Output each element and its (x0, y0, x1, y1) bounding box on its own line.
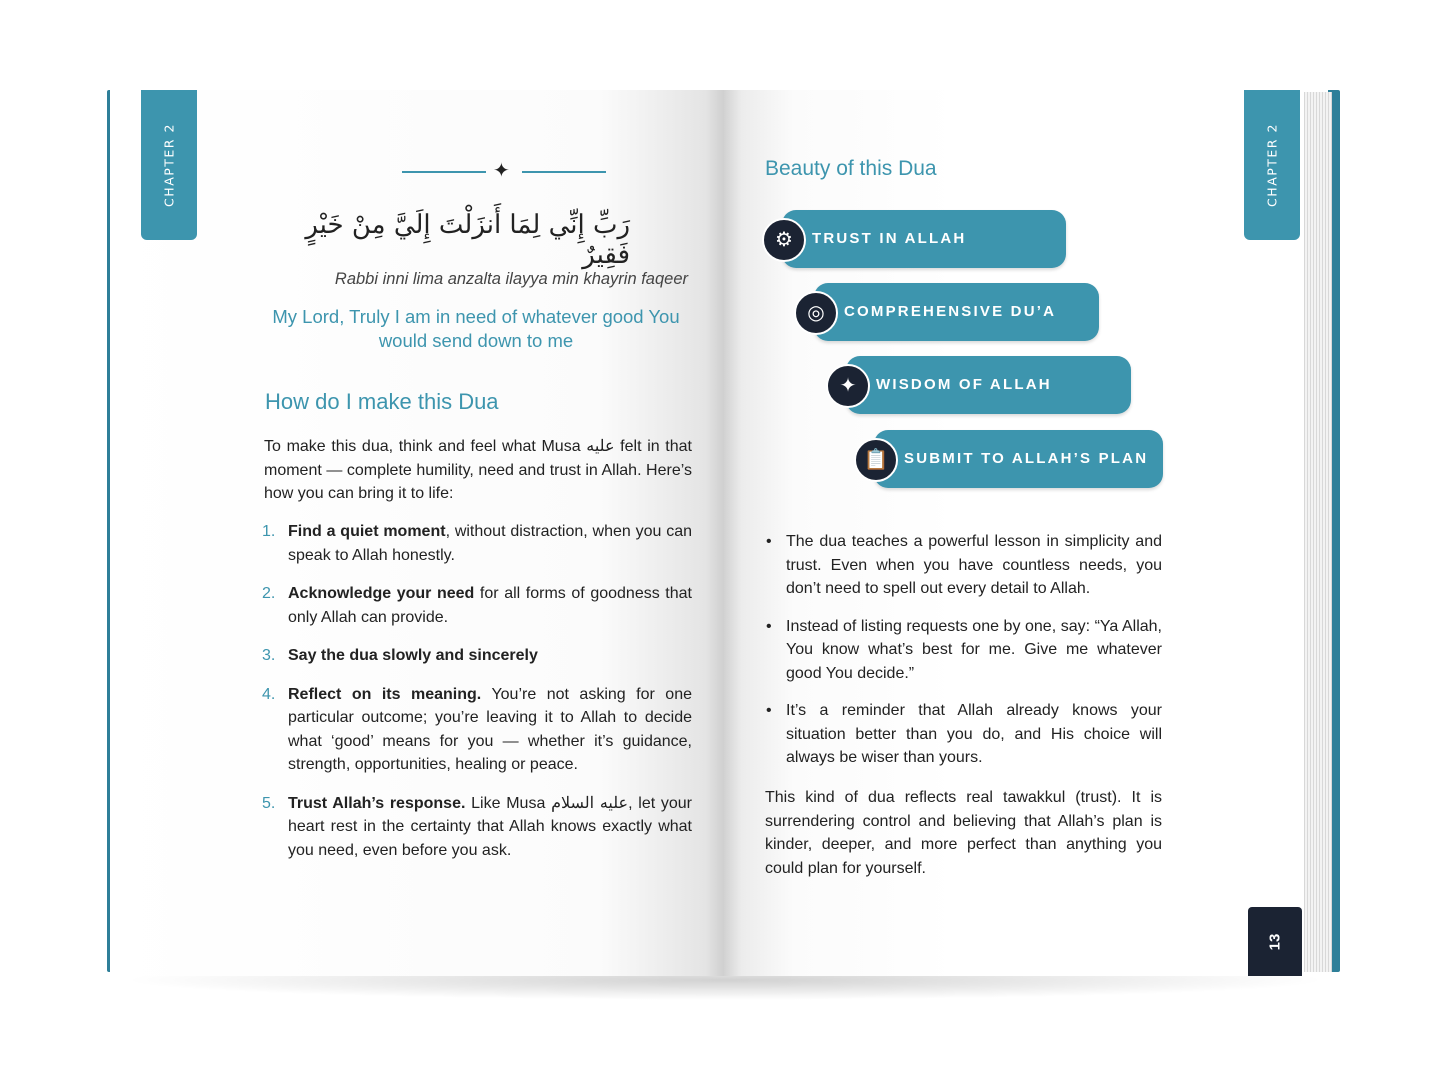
step-item (260, 644, 692, 668)
benefit-pill (807, 283, 1099, 341)
step-title: Trust Allah’s response. (288, 794, 466, 812)
benefit-pill-label: WISDOM OF ALLAH (876, 376, 1052, 393)
bullet-list (764, 530, 1162, 784)
chapter-tab-label: CHAPTER 2 (1264, 123, 1280, 207)
clipboard-icon: 📋 (854, 438, 898, 482)
section-heading: How do I make this Dua (265, 389, 499, 414)
bullet-item: • The dua teaches a powerful lesson in simplicity and trust. Even when you have countless needs, you don’t need to spell out every detail to Allah. (764, 530, 1162, 601)
step-text: , without distraction, when you can speak to Allah honestly. (288, 523, 692, 564)
chapter-tab (1244, 90, 1300, 240)
step-number: 4. (262, 685, 276, 703)
step-title: Find a quiet moment (288, 523, 446, 540)
closing-paragraph: This kind of dua reflects real tawakkul (trust). It is surrendering control and believing that Allah’s plan is kinder, deeper, and more perfect than anything you could plan for yourself. (765, 789, 1162, 877)
gear-icon: ⚙ (762, 218, 806, 262)
bullet-item: • Instead of listing requests one by one, say: “Ya Allah, You know what’s best for me. Give me whatever good You decide.” (764, 615, 1162, 686)
step-item (260, 520, 692, 567)
star-icon: ✦ (493, 160, 510, 182)
benefit-pill (775, 210, 1066, 268)
benefit-pill-label: SUBMIT TO ALLAH’S PLAN (904, 450, 1149, 467)
step-text: for all forms of goodness that only Allah can provide. (288, 585, 692, 626)
intro-paragraph: To make this dua, think and feel what Musa عليه felt in that moment — complete humility, need and trust in Allah. Here’s how you can bring it to life: (264, 438, 692, 502)
step-text: You’re not asking for one particular outcome; you’re leaving it to Allah to decide what ‘good’ means for you — whether it’s guidance, strength, opportunities, healing or peace. (288, 685, 693, 773)
benefit-pill (863, 430, 1163, 488)
left-page (110, 90, 724, 976)
step-number: 5. (262, 794, 276, 812)
arabic-dua: رَبِّ إِنِّي لِمَا أَنزَلْتَ إِلَيَّ مِنْ خَيْرٍ فَقِيرٌ (305, 210, 630, 270)
step-title: Say the dua slowly and sincerely (288, 647, 538, 664)
chapter-tab-label: CHAPTER 2 (161, 123, 177, 207)
bullet-item: • It’s a reminder that Allah already knows your situation better than you do, and His choice will always be wiser than yours. (764, 699, 1162, 770)
page-number: 13 (1266, 933, 1284, 950)
step-item (260, 582, 692, 629)
step-item (260, 683, 692, 777)
divider-line (402, 171, 486, 173)
step-number: 1. (262, 523, 276, 540)
benefit-pill-label: COMPREHENSIVE DU’A (844, 303, 1057, 320)
translation: My Lord, Truly I am in need of whatever good You would send down to me (272, 306, 680, 351)
page-number-tab (1248, 907, 1302, 976)
step-item (260, 792, 692, 863)
section-heading: Beauty of this Dua (765, 157, 937, 180)
right-page (724, 90, 1304, 976)
divider-line (522, 171, 606, 173)
benefit-pill (839, 356, 1131, 414)
step-number: 3. (262, 647, 276, 664)
step-number: 2. (262, 585, 276, 602)
step-title: Reflect on its meaning. (288, 685, 482, 703)
ornament-divider (402, 162, 606, 182)
page-stack-edges (1302, 92, 1332, 972)
target-icon: ◎ (794, 291, 838, 335)
transliteration: Rabbi inni lima anzalta ilayya min khayrin faqeer (334, 270, 688, 288)
chapter-tab (141, 90, 197, 240)
sparkle-icon: ✦ (826, 364, 870, 408)
steps-list (260, 520, 692, 877)
step-title: Acknowledge your need (288, 585, 475, 602)
step-text: Like Musa عليه السلام, let your heart rest in the certainty that Allah knows exactly what you need, even before you ask. (288, 794, 693, 859)
benefit-pill-label: TRUST IN ALLAH (812, 230, 967, 247)
